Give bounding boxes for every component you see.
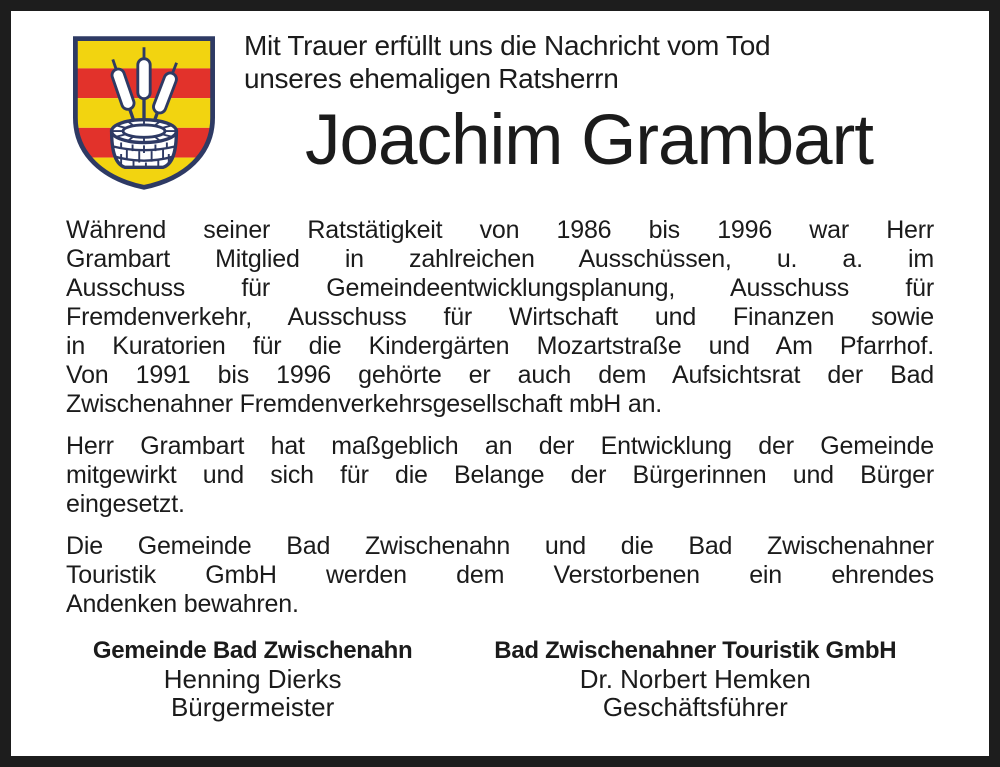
text-line: eingesetzt. <box>66 490 185 518</box>
signature-role: Geschäftsführer <box>602 692 788 722</box>
intro-line-2: unseres ehemaligen Ratsherrn <box>244 63 619 94</box>
text-line: Zwischenahner Fremdenverkehrsgesellschaft mbH an. <box>66 390 663 418</box>
signature-role: Bürgermeister <box>170 692 335 722</box>
signature-organization: Bad Zwischenahner Touristik GmbH <box>494 637 897 664</box>
text-line: Während seiner Ratstätigkeit von 1986 bis 1996 war Herr <box>66 216 934 244</box>
signature-name: Henning Dierks <box>163 664 342 694</box>
intro-line-1: Mit Trauer erfüllt uns die Nachricht vom Tod <box>244 30 771 61</box>
text-line: Grambart Mitglied in zahlreichen Ausschüssen, u. a. im <box>66 245 934 273</box>
notice-header <box>66 22 934 196</box>
text-line: Touristik GmbH werden dem Verstorbenen ein ehrendes <box>66 561 934 589</box>
text-line: in Kuratorien für die Kindergärten Mozartstraße und Am Pfarrhof. <box>66 332 934 360</box>
deceased-name: Joachim Grambart <box>305 101 873 180</box>
signature-name: Dr. Norbert Hemken <box>579 664 811 694</box>
notice-content <box>11 11 989 721</box>
signature-gemeinde <box>66 636 439 721</box>
header-text-block <box>244 22 934 179</box>
notice-body <box>66 216 934 619</box>
text-line: Von 1991 bis 1996 gehörte er auch dem Aufsichtsrat der Bad <box>66 361 934 389</box>
paragraph-council-service <box>66 216 934 419</box>
signature-organization: Gemeinde Bad Zwischenahn <box>92 637 413 664</box>
paragraph-contribution <box>66 432 934 519</box>
text-line: Andenken bewahren. <box>66 590 299 618</box>
text-line: Herr Grambart hat maßgeblich an der Entwicklung der Gemeinde <box>66 432 934 460</box>
paragraph-remembrance <box>66 532 934 619</box>
intro-text <box>244 29 934 95</box>
text-line: Fremdenverkehr, Ausschuss für Wirtschaft und Finanzen sowie <box>66 303 934 331</box>
well-icon <box>112 120 177 168</box>
text-line: Die Gemeinde Bad Zwischenahn und die Bad Zwischenahner <box>66 532 934 560</box>
text-line: mitgewirkt und sich für die Belange der Bürgerinnen und Bürger <box>66 461 934 489</box>
coat-of-arms-icon <box>66 32 222 194</box>
text-line: Ausschuss für Gemeindeentwicklungsplanung, Ausschuss für <box>66 274 934 302</box>
coat-of-arms-svg <box>66 32 222 194</box>
signature-touristik <box>457 636 934 721</box>
signature-block <box>66 636 934 721</box>
